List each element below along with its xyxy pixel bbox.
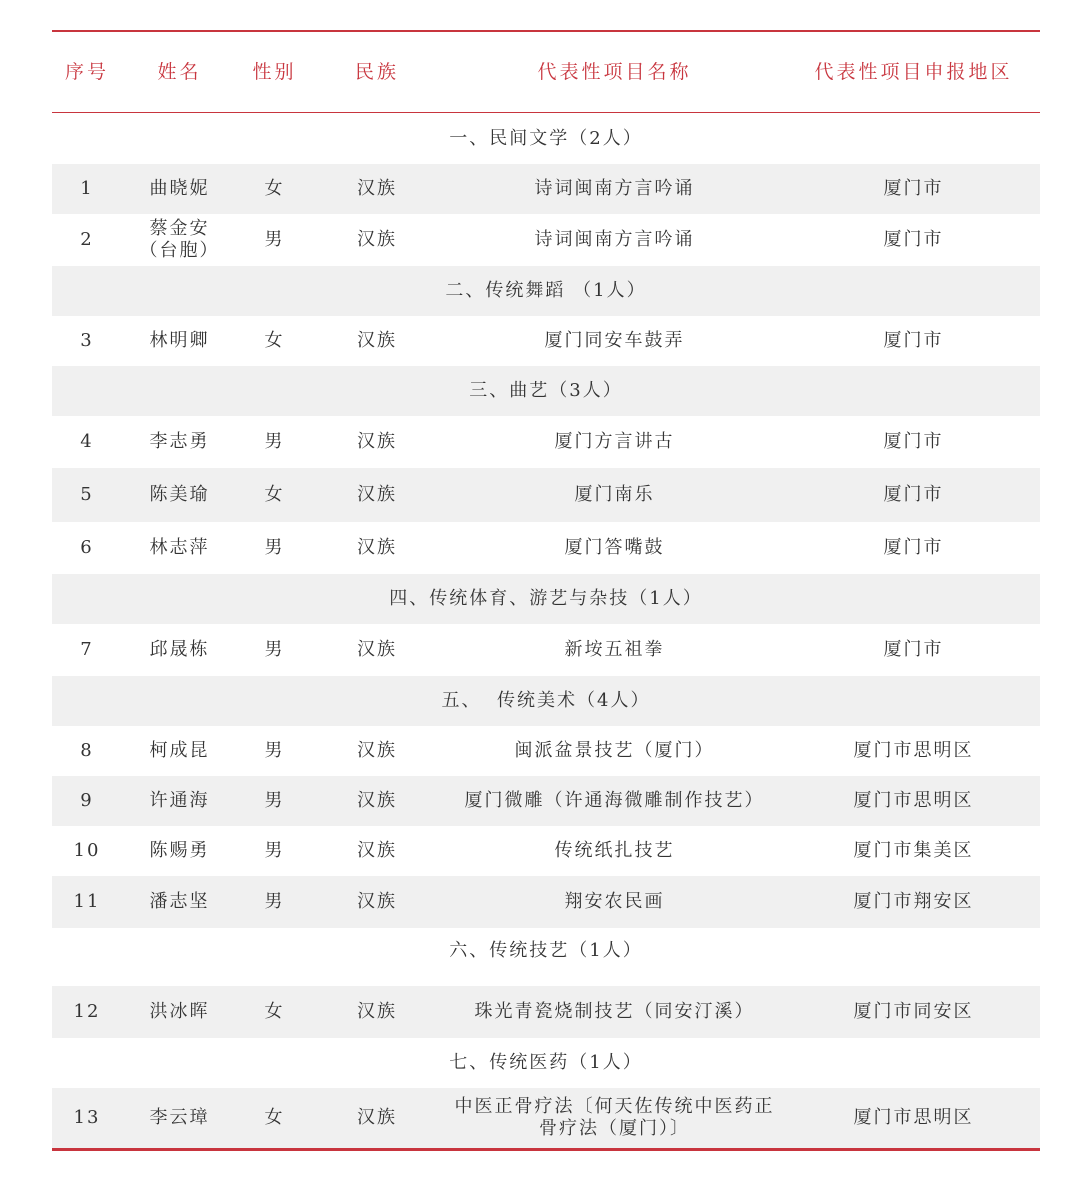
cell-ethnicity: 汉族 bbox=[357, 178, 397, 199]
cell-region: 厦门市思明区 bbox=[853, 740, 974, 761]
cell-project: 诗词闽南方言吟诵 bbox=[534, 178, 695, 199]
cell-gender: 女 bbox=[264, 330, 285, 351]
section-title: 三、曲艺（3人） bbox=[469, 380, 623, 401]
cell-project: 闽派盆景技艺（厦门） bbox=[514, 740, 715, 761]
cell-ethnicity: 汉族 bbox=[357, 1107, 397, 1128]
cell-project: 传统纸扎技艺 bbox=[554, 840, 675, 861]
cell-region: 厦门市 bbox=[883, 330, 944, 351]
cell-index: 9 bbox=[80, 790, 94, 811]
cell-project: 厦门微雕（许通海微雕制作技艺） bbox=[464, 790, 765, 811]
cell-region: 厦门市同安区 bbox=[853, 1001, 974, 1022]
cell-gender: 男 bbox=[264, 740, 285, 761]
cell-name: 李云璋 bbox=[149, 1107, 210, 1128]
cell-gender: 男 bbox=[264, 639, 285, 660]
cell-ethnicity: 汉族 bbox=[357, 790, 397, 811]
section-row bbox=[52, 366, 1040, 416]
cell-gender: 女 bbox=[264, 1107, 285, 1128]
cell-name: 李志勇 bbox=[149, 431, 210, 452]
cell-name: 许通海 bbox=[149, 790, 210, 811]
header-gender: 性别 bbox=[252, 61, 297, 83]
header-name: 姓名 bbox=[157, 61, 202, 83]
cell-region: 厦门市 bbox=[883, 178, 944, 199]
cell-name: 陈赐勇 bbox=[149, 840, 210, 861]
header-rule bbox=[52, 112, 1040, 113]
cell-region: 厦门市 bbox=[883, 484, 944, 505]
table-row bbox=[52, 876, 1040, 928]
cell-project: 厦门南乐 bbox=[574, 484, 655, 505]
cell-project: 中医正骨疗法〔何天佐传统中医药正 骨疗法（厦门）〕 bbox=[454, 1096, 775, 1139]
section-title: 五、 传统美术（4人） bbox=[441, 690, 651, 711]
cell-region: 厦门市 bbox=[883, 229, 944, 250]
cell-project: 厦门方言讲古 bbox=[554, 431, 675, 452]
cell-project: 厦门答嘴鼓 bbox=[564, 537, 665, 558]
cell-index: 3 bbox=[80, 330, 94, 351]
cell-project: 翔安农民画 bbox=[564, 891, 665, 912]
cell-name: 林志萍 bbox=[149, 537, 210, 558]
cell-region: 厦门市 bbox=[883, 639, 944, 660]
cell-ethnicity: 汉族 bbox=[357, 229, 397, 250]
cell-index: 8 bbox=[80, 740, 94, 761]
table-row bbox=[52, 468, 1040, 522]
cell-gender: 女 bbox=[264, 1001, 285, 1022]
cell-index: 13 bbox=[73, 1107, 101, 1128]
cell-region: 厦门市集美区 bbox=[853, 840, 974, 861]
table-row bbox=[52, 826, 1040, 876]
cell-gender: 男 bbox=[264, 840, 285, 861]
cell-project: 新垵五祖拳 bbox=[564, 639, 665, 660]
section-row bbox=[52, 114, 1040, 164]
cell-project: 诗词闽南方言吟诵 bbox=[534, 229, 695, 250]
cell-name: 柯成昆 bbox=[149, 740, 210, 761]
header-index: 序号 bbox=[64, 61, 109, 83]
cell-index: 11 bbox=[73, 891, 101, 912]
section-title: 一、民间文学（2人） bbox=[449, 128, 643, 149]
cell-name: 曲晓妮 bbox=[149, 178, 210, 199]
header-ethnicity: 民族 bbox=[354, 61, 399, 83]
section-title: 四、传统体育、游艺与杂技（1人） bbox=[389, 588, 703, 609]
cell-ethnicity: 汉族 bbox=[357, 1001, 397, 1022]
table-row bbox=[52, 522, 1040, 574]
cell-gender: 女 bbox=[264, 178, 285, 199]
table-row bbox=[52, 776, 1040, 826]
cell-index: 12 bbox=[73, 1001, 101, 1022]
cell-project: 珠光青瓷烧制技艺（同安汀溪） bbox=[474, 1001, 755, 1022]
cell-gender: 男 bbox=[264, 790, 285, 811]
table-row bbox=[52, 416, 1040, 468]
cell-ethnicity: 汉族 bbox=[357, 740, 397, 761]
cell-ethnicity: 汉族 bbox=[357, 431, 397, 452]
cell-ethnicity: 汉族 bbox=[357, 484, 397, 505]
cell-index: 4 bbox=[80, 431, 94, 452]
section-title: 七、传统医药（1人） bbox=[449, 1052, 643, 1073]
table-bottom-rule bbox=[52, 1148, 1040, 1151]
table-row bbox=[52, 726, 1040, 776]
cell-ethnicity: 汉族 bbox=[357, 891, 397, 912]
cell-name: 林明卿 bbox=[149, 330, 210, 351]
cell-name: 陈美瑜 bbox=[149, 484, 210, 505]
cell-index: 10 bbox=[73, 840, 101, 861]
table-row bbox=[52, 1088, 1040, 1148]
table-row bbox=[52, 624, 1040, 676]
cell-name: 潘志坚 bbox=[149, 891, 210, 912]
cell-ethnicity: 汉族 bbox=[357, 840, 397, 861]
section-row bbox=[52, 1038, 1040, 1088]
cell-gender: 女 bbox=[264, 484, 285, 505]
header-region: 代表性项目申报地区 bbox=[814, 61, 1013, 83]
cell-project: 厦门同安车鼓弄 bbox=[544, 330, 685, 351]
cell-region: 厦门市 bbox=[883, 537, 944, 558]
cell-index: 6 bbox=[80, 537, 94, 558]
cell-index: 7 bbox=[80, 639, 94, 660]
section-row bbox=[52, 266, 1040, 316]
section-row bbox=[52, 928, 1040, 986]
cell-index: 1 bbox=[80, 178, 94, 199]
cell-index: 5 bbox=[80, 484, 94, 505]
cell-ethnicity: 汉族 bbox=[357, 330, 397, 351]
table-row bbox=[52, 316, 1040, 366]
section-row bbox=[52, 676, 1040, 726]
cell-gender: 男 bbox=[264, 431, 285, 452]
cell-gender: 男 bbox=[264, 891, 285, 912]
cell-region: 厦门市思明区 bbox=[853, 1107, 974, 1128]
section-row bbox=[52, 574, 1040, 624]
cell-gender: 男 bbox=[264, 229, 285, 250]
table-row bbox=[52, 986, 1040, 1038]
table-header bbox=[52, 32, 1040, 112]
cell-region: 厦门市翔安区 bbox=[853, 891, 974, 912]
cell-ethnicity: 汉族 bbox=[357, 537, 397, 558]
header-project: 代表性项目名称 bbox=[537, 61, 692, 83]
cell-gender: 男 bbox=[264, 537, 285, 558]
table-row bbox=[52, 164, 1040, 214]
cell-index: 2 bbox=[80, 229, 94, 250]
cell-name: 邱晟栋 bbox=[149, 639, 210, 660]
cell-name: 蔡金安 （台胞） bbox=[139, 218, 220, 261]
cell-ethnicity: 汉族 bbox=[357, 639, 397, 660]
section-title: 二、传统舞蹈 （1人） bbox=[445, 280, 647, 301]
table-row bbox=[52, 214, 1040, 266]
cell-region: 厦门市思明区 bbox=[853, 790, 974, 811]
cell-region: 厦门市 bbox=[883, 431, 944, 452]
section-title: 六、传统技艺（1人） bbox=[449, 940, 643, 961]
cell-name: 洪冰晖 bbox=[149, 1001, 210, 1022]
